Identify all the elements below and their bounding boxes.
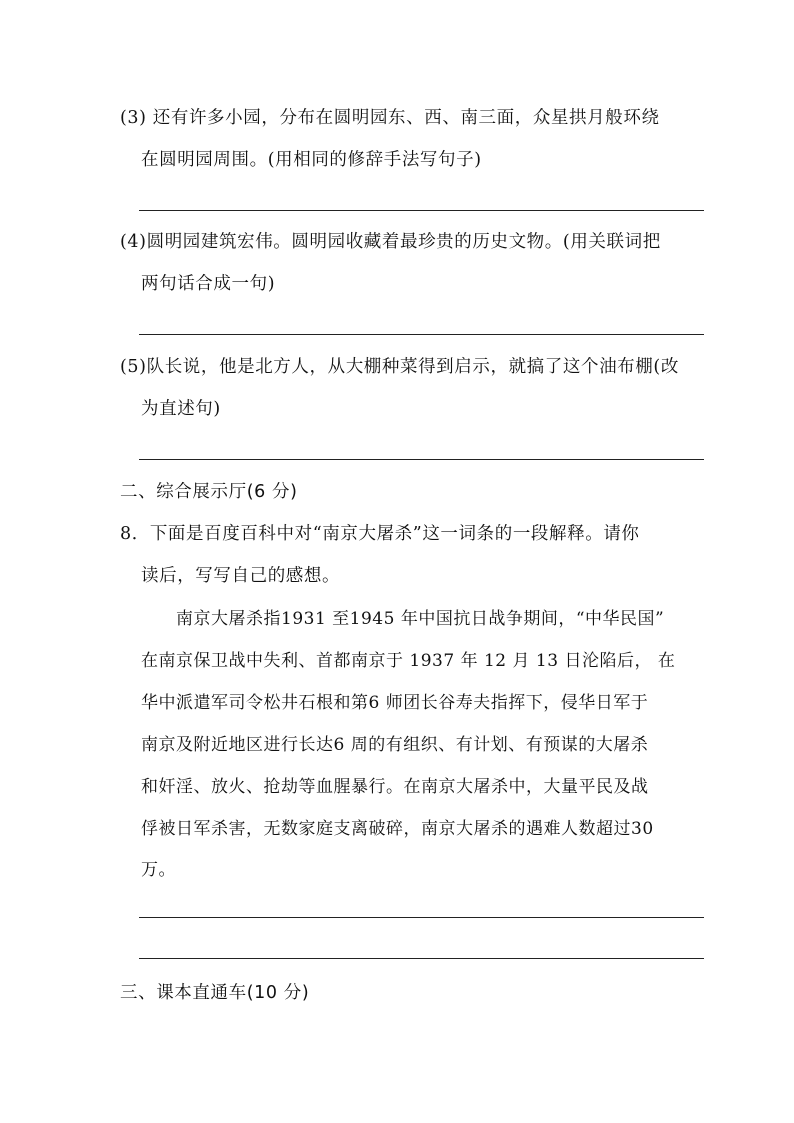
answer-line: [139, 459, 704, 460]
passage-line: 和奸淫、放火、抢劫等血腥暴行。在南京大屠杀中，大量平民及战: [141, 777, 649, 797]
question-3-instruction: 在圆明园周围。(用相同的修辞手法写句子): [141, 150, 482, 170]
answer-line: [139, 958, 704, 959]
question-8-prompt: 8．下面是百度百科中对“南京大屠杀”这一词条的一段解释。请你: [120, 524, 640, 544]
passage-line: 在南京保卫战中失利、首都南京于 1937 年 12 月 13 日沦陷后， 在: [141, 651, 676, 671]
passage-line: 华中派遣军司令松井石根和第6 师团长谷寿夫指挥下，侵华日军于: [141, 693, 649, 713]
answer-line: [139, 210, 704, 211]
section-heading-3: 三、课本直通车(10 分): [120, 983, 310, 1003]
passage-line: 南京及附近地区进行长达6 周的有组织、有计划、有预谋的大屠杀: [141, 735, 649, 755]
passage-line: 俘被日军杀害，无数家庭支离破碎，南京大屠杀的遇难人数超过30: [141, 819, 654, 839]
answer-line: [139, 917, 704, 918]
question-4-instruction: 两句话合成一句): [141, 274, 276, 294]
section-heading-2: 二、综合展示厅(6 分): [120, 482, 298, 502]
question-5-instruction: 为直述句): [141, 399, 221, 419]
answer-line: [139, 334, 704, 335]
passage-line: 万。: [141, 860, 176, 880]
question-5-prompt: (5)队长说，他是北方人，从大棚种菜得到启示，就搞了这个油布棚(改: [120, 357, 679, 377]
question-4-prompt: (4)圆明园建筑宏伟。圆明园收藏着最珍贵的历史文物。(用关联词把: [120, 232, 661, 252]
passage-line: 南京大屠杀指1931 至1945 年中国抗日战争期间，“中华民国”: [141, 609, 665, 629]
question-3-prompt: (3) 还有许多小园，分布在圆明园东、西、南三面，众星拱月般环绕: [120, 108, 660, 128]
question-8-instruction: 读后，写写自己的感想。: [141, 566, 341, 586]
